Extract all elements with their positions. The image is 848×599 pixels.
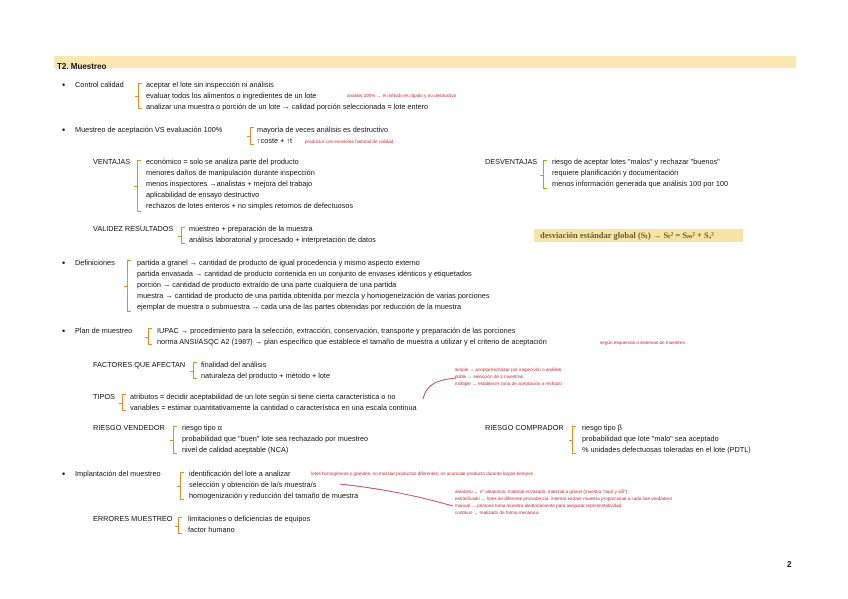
errores-line-2: factor humano: [188, 525, 235, 534]
riesgo-comprador-line-2: probabilidad que lote "malo" sea aceptado: [582, 434, 719, 443]
control-line-3: analizar una muestra o porción de un lote → calidad porción seleccionada = lote entero: [146, 102, 429, 111]
brace: [181, 227, 185, 244]
ventajas-line-4: aplicabilidad de ensayo destructivo: [146, 190, 260, 199]
definiciones-line-2: partida envasada → cantidad de producto contenida en un conjunto de envases idénticos y etiquetados: [137, 269, 472, 278]
bullet: •: [62, 469, 66, 479]
bullet: •: [62, 326, 66, 336]
implantacion-line-2: selección y obtención de la/s muestra/s: [189, 480, 317, 489]
ventajas-line-3: menos inspectores →analistas + mejora del trabajo: [146, 179, 313, 188]
tipos-line-2: variables = estimar cuantitativamente la cantidad o característica en una escala continua: [130, 403, 417, 412]
riesgo-vendedor-line-3: nivel de calidad aceptable (NCA): [182, 445, 289, 454]
control-line-2: evaluar todos los alimentos o ingredientes de un lote: [146, 91, 317, 100]
section-title-bar: [54, 56, 796, 71]
aceptacion-line-1: mayoría de veces análisis es destructivo: [257, 125, 388, 134]
definiciones-label: Definiciones: [75, 258, 115, 267]
desventajas-line-2: requiere planificación y documentación: [552, 168, 679, 177]
brace: [127, 260, 131, 312]
implantacion-note-4: continuo → realizado de forma mecánica: [455, 510, 539, 515]
validez-line-2: análisis laboratorial y procesado + interpretación de datos: [189, 235, 376, 244]
validez-label: VALIDEZ RESULTADOS: [93, 224, 174, 233]
tipos-note-2: doble → selección de 2 muestras: [455, 374, 523, 379]
riesgo-vendedor-line-1: riesgo tipo α: [182, 423, 222, 432]
control-label: Control calidad: [75, 80, 124, 89]
formula-highlight: desviación estándar global (Sₜ) → Sₜ² = Sₘ² + Sₐ²: [534, 229, 743, 242]
riesgo-vendedor-line-2: probabilidad que "buen" lote sea rechazado por muestreo: [182, 434, 369, 443]
aceptacion-line-2: ↑coste + ↑t: [257, 136, 293, 145]
implantacion-line-1: identificación del lote a analizar: [189, 469, 291, 478]
riesgo-comprador-label: RIESGO COMPRADOR: [485, 423, 564, 432]
implantacion-note-1: aleatorio → nº aleatorios, material envasado, material a granel (muestra "aquí y allí"): [455, 489, 628, 494]
control-note: análisis 100% → el método es rápido y no destructivo: [347, 93, 457, 98]
tipos-label: TIPOS: [93, 392, 115, 401]
brace: [148, 328, 152, 345]
riesgo-vendedor-label: RIESGO VENDEDOR: [93, 423, 165, 432]
tipos-note-3: múltiple → establecer zona de aceptación o rechazo: [455, 381, 562, 386]
bullet: •: [62, 80, 66, 90]
brace: [122, 394, 126, 411]
brace: [180, 472, 184, 500]
plan-line-2: norma ANSI/ASQC A2 (1987) → plan específico que establece el tamaño de muestra a utilizar y el criterio de aceptación: [157, 337, 547, 346]
errores-line-1: limitaciones o deficiencias de equipos: [188, 514, 311, 523]
ventajas-line-1: económico = solo se analiza parte del producto: [146, 157, 299, 166]
brace: [137, 160, 141, 212]
ventajas-label: VENTAJAS: [93, 157, 131, 166]
bullet: •: [62, 125, 66, 135]
definiciones-line-4: muestra → cantidad de producto de una partida obtenida por mezcla y homogeneización de varias porciones: [137, 291, 490, 300]
brace: [178, 517, 182, 534]
ventajas-line-5: rechazos de lotes enteros + no simples retornos de defectuosos: [146, 201, 354, 210]
implantacion-note-3: manual → persona toma muestra aleatoriamente para asegurar representatividad: [455, 503, 622, 508]
plan-line-1: IUPAC → procedimiento para la selección, extracción, conservación, transporte y preparación de las porciones: [157, 326, 516, 335]
factores-label: FACTORES QUE AFECTAN: [93, 360, 186, 369]
bullet: •: [62, 258, 66, 268]
plan-note: según esquemas o sistemas de muestreo: [600, 340, 686, 345]
plan-label: Plan de muestreo: [75, 326, 133, 335]
desventajas-label: DESVENTAJAS: [485, 157, 538, 166]
brace: [138, 83, 142, 109]
annotation-arrow: [338, 480, 458, 512]
implantacion-line-3: homogenización y reducción del tamaño de muestra: [189, 491, 359, 500]
tipos-line-1: atributos = decidir aceptabilidad de un lote según si tiene cierta característica o no: [130, 392, 396, 401]
implantacion-label: Implantación del muestreo: [75, 469, 161, 478]
tipos-note-1: simple → aceptar/rechazar por inspección o análisis: [455, 367, 562, 372]
brace: [543, 160, 547, 189]
implantacion-note: lotes homogéneos y grandes, no mezclar productos diferentes, no acumular producto durante largos tiempos: [311, 471, 533, 476]
validez-line-1: muestreo + preparación de la muestra: [189, 224, 313, 233]
factores-line-1: finalidad del análisis: [201, 360, 267, 369]
brace: [572, 426, 576, 454]
errores-label: ERRORES MUESTREO: [93, 514, 173, 523]
riesgo-comprador-line-3: % unidades defectuosas toleradas en el lote (PDTL): [582, 445, 751, 454]
definiciones-line-3: porción → cantidad de producto extraído de una parte cualquiera de una partida: [137, 280, 397, 289]
brace: [193, 362, 197, 379]
aceptacion-note: productor con excelente historial de calidad: [305, 139, 394, 144]
desventajas-line-1: riesgo de aceptar lotes "malos" y rechazar "buenos": [552, 157, 720, 166]
control-line-1: aceptar el lote sin inspección ni análisis: [146, 80, 274, 89]
riesgo-comprador-line-1: riesgo tipo β: [582, 423, 622, 432]
desventajas-line-3: menos información generada que análisis 100 por 100: [552, 179, 729, 188]
factores-line-2: naturaleza del producto + método + lote: [201, 371, 330, 380]
aceptacion-label: Muestreo de aceptación VS evaluación 100%: [75, 125, 223, 134]
ventajas-line-2: menores daños de manipulación durante inspección: [146, 168, 315, 177]
brace: [173, 426, 177, 454]
brace: [250, 127, 254, 145]
implantacion-note-2: estratificado → lotes de diferente procedencia, intentar extraer muestra proporcional a cada lote verdadero: [455, 496, 673, 501]
page-title: T2. Muestreo: [57, 62, 107, 71]
page-number: 2: [787, 560, 792, 569]
definiciones-line-1: partida a granel → cantidad de producto de igual procedencia y mismo aspecto externo: [137, 258, 420, 267]
definiciones-line-5: ejemplar de muestra o submuestra → cada una de las partes obtenidas por reducción de la muestra: [137, 302, 462, 311]
annotation-arrow: [420, 372, 460, 402]
